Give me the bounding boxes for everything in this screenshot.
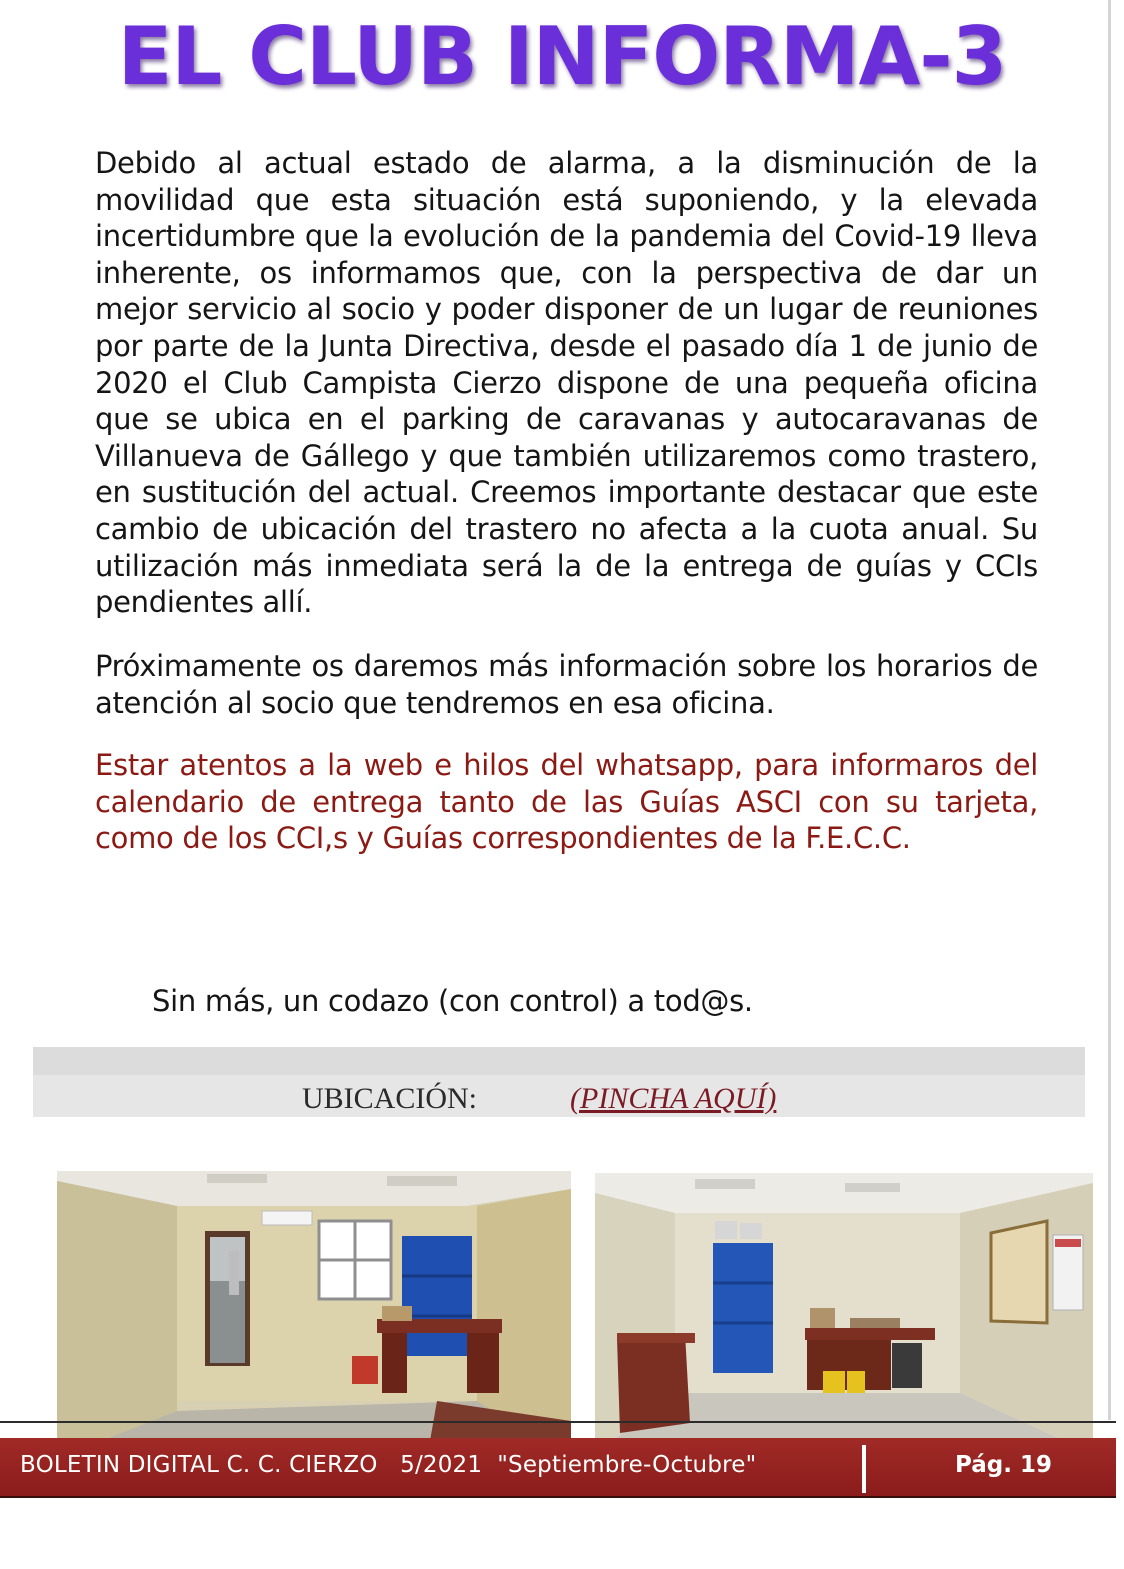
office-photo-1-illustration [57,1171,571,1458]
page-title: EL CLUB INFORMA-3 [117,10,1007,103]
footer-publication: BOLETIN DIGITAL C. C. CIERZO 5/2021 "Septiembre-Octubre" [20,1452,757,1478]
footer-rule [0,1421,1116,1423]
location-bar-band [33,1047,1085,1075]
closing-line: Sin más, un codazo (con control) a tod@s. [152,984,753,1018]
office-photo-2-illustration [595,1173,1093,1454]
footer-separator [862,1445,866,1493]
footer-page-number: Pág. 19 [955,1452,1052,1478]
location-bar [33,1047,1085,1117]
office-photo-2 [595,1173,1093,1454]
location-link[interactable]: (PINCHA AQUÍ) [570,1082,777,1115]
article-notice-paragraph: Estar atentos a la web e hilos del whatsapp, para informaros del calendario de entrega tanto de las Guías ASCI con su tarjeta, como de los CCI,s y Guías correspondientes de la F.E.C.C. [95,748,1038,856]
office-photo-1 [57,1171,571,1458]
article-paragraph-2: Próximamente os daremos más información sobre los horarios de atención al socio que tendremos en esa oficina. [95,649,1038,720]
location-label: UBICACIÓN: [302,1082,478,1115]
article-paragraph-1: Debido al actual estado de alarma, a la disminución de la movilidad que esta situación está suponiendo, y la elevada incertidumbre que la evolución de la pandemia del Covid-19 lleva inherente, os informamos que, con la perspectiva de dar un mejor servicio al socio y poder disponer de un lugar de reuniones por parte de la Junta Directiva, desde el pasado día 1 de junio de 2020 el Club Campista Cierzo dispone de una pequeña oficina que se ubica en el parking de caravanas y autocaravanas de Villanueva de Gállego y que también utilizaremos como trastero, en sustitución del actual. Creemos importante destacar que este cambio de ubicación del trastero no afecta a la cuota anual. Su utilización más inmediata será la de la entrega de guías y CCIs pendientes allí. [95,146,1038,620]
